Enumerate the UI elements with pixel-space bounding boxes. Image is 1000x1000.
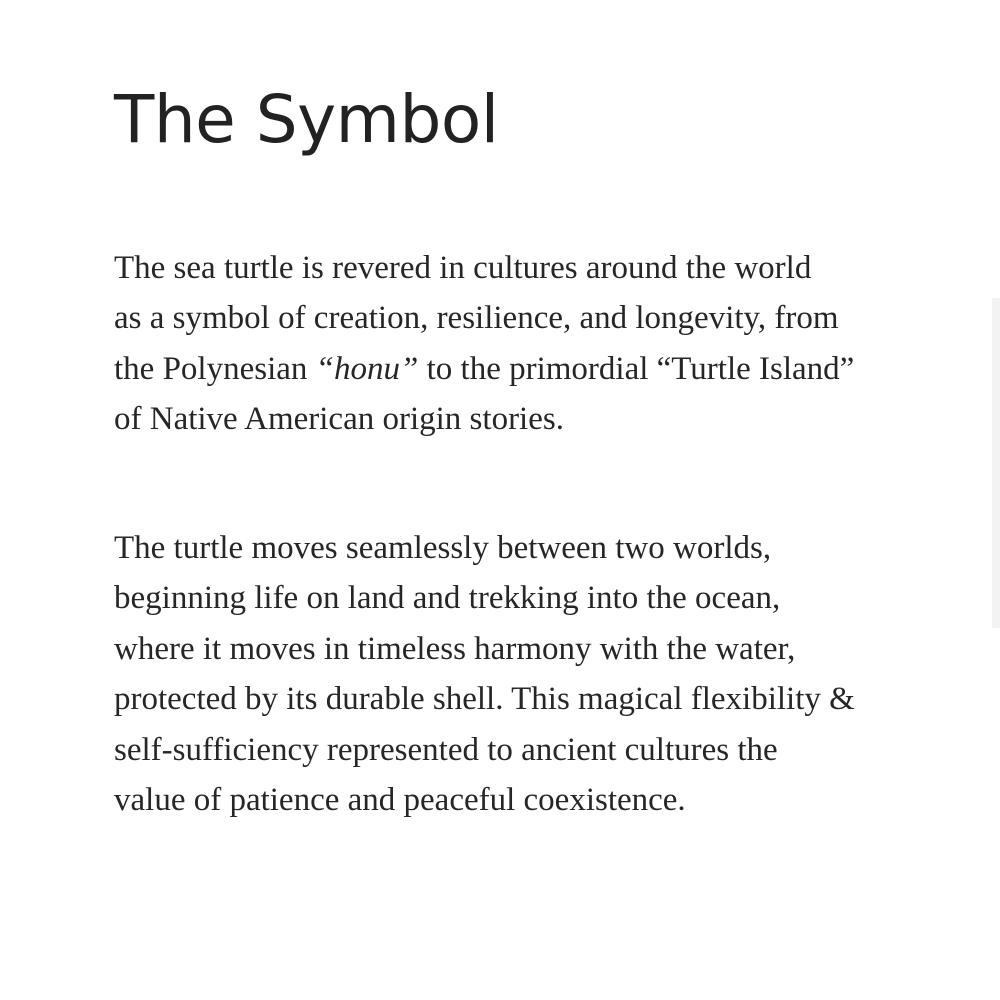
honu-emphasis: “honu”: [315, 350, 419, 387]
line-text: the Polynesian: [114, 350, 316, 387]
paragraph-line: self-sufficiency represented to ancient cultures the: [114, 731, 778, 768]
paragraph-line: [114, 344, 914, 395]
scrollbar-track[interactable]: [992, 298, 1000, 628]
paragraph-line: The sea turtle is revered in cultures around the world: [114, 249, 812, 286]
article-section: [114, 82, 914, 826]
paragraph-1: [114, 243, 914, 445]
section-title: The Symbol: [114, 81, 499, 158]
line-text: to the primordial “Turtle Island”: [418, 350, 855, 387]
paragraph-line: as a symbol of creation, resilience, and longevity, from: [114, 300, 839, 337]
paragraph-line: The turtle moves seamlessly between two worlds,: [114, 529, 772, 566]
paragraph-line: beginning life on land and trekking into the ocean,: [114, 580, 781, 617]
paragraph-line: protected by its durable shell. This magical flexibility &: [114, 681, 855, 718]
paragraph-line: value of patience and peaceful coexistence.: [114, 782, 686, 819]
paragraph-2: [114, 523, 914, 826]
paragraph-line: where it moves in timeless harmony with the water,: [114, 630, 796, 667]
paragraph-line: of Native American origin stories.: [114, 401, 564, 438]
